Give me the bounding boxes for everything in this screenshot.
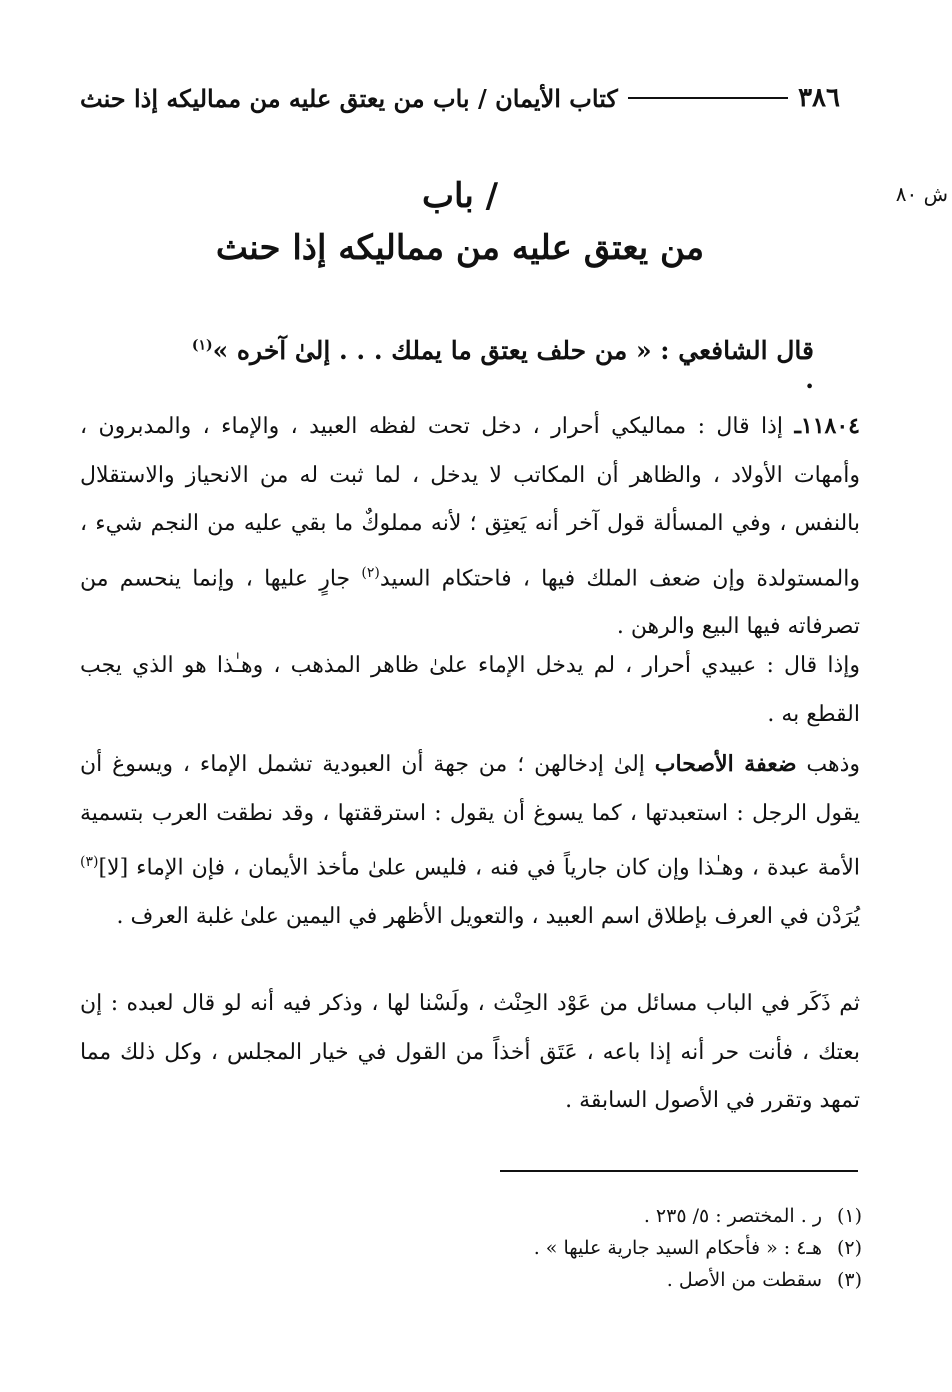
- margin-note: ش ٨٠: [895, 182, 948, 206]
- paragraph-3-text-a: وذهب: [796, 752, 860, 777]
- footnotes: [400, 1200, 862, 1296]
- footnote-item: [400, 1200, 862, 1232]
- paragraph-1-text-a: إذا قال : مماليكي أحرار ، دخل تحت لفظه العبيد ، والإماء ، والمدبرون ، وأمهات الأولاد ، والظاهر أن المكاتب لا يدخل ، لما ثبت له من الانحياز والاستقلال بالنفس ، وفي المسألة قول آخر أنه يَعتِق ؛ لأنه مملوكٌ ما بقي عليه من النجم شيء ، والمستولدة وإن ضعف الملك فيها ، فاحتكام السيد: [80, 414, 861, 591]
- running-title: كتاب الأيمان / باب من يعتق عليه من مماليكه إذا حنث: [80, 83, 618, 113]
- intro-tail: .: [805, 365, 814, 394]
- footnote-ref-3: (٣): [80, 854, 99, 870]
- paragraph-3-bold-term: ضعفة الأصحاب: [654, 751, 797, 777]
- paragraph-number: ١١٨٠٤ـ: [794, 413, 860, 439]
- chapter-title-line1: / باب: [421, 176, 499, 216]
- footnote-number: (٣): [836, 1269, 862, 1291]
- footnote-text: ر . المختصر : ٥/ ٢٣٥ .: [643, 1205, 822, 1227]
- paragraph-1: [80, 402, 860, 652]
- paragraph-1-text-b: جارٍ عليها ، وإنما ينحسم من تصرفاته فيها البيع والرهن .: [80, 565, 860, 640]
- footnote-text: هـ٤ : « فأحكام السيد جارية عليها » .: [533, 1237, 822, 1259]
- paragraph-2: وإذا قال : عبيدي أحرار ، لم يدخل الإماء علىٰ ظاهر المذهب ، وهـٰذا هو الذي يجب القطع به .: [80, 653, 860, 727]
- running-head: [80, 78, 840, 118]
- footnote-rule: [500, 1170, 858, 1172]
- page-number: ٣٨٦: [798, 83, 840, 113]
- paragraph-3-text-c: يُرَدْن في العرف بإطلاق اسم العبيد ، والتعويل الأظهر في اليمين علىٰ غلبة العرف .: [116, 903, 860, 929]
- paragraph-4: ثم ذَكَر في الباب مسائل من عَوْد الحِنْث ، ولَسْنا لها ، وذكر فيه أنه لو قال لعبده : إن بعتك ، فأنت حر أنه إذا باعه ، عَتَق أخذاً من القول في خيار المجلس ، وكل ذلك مما تمهد وتقرر في الأصول السابقة .: [80, 991, 860, 1113]
- footnote-number: (٢): [836, 1237, 862, 1259]
- footnote-number: (١): [836, 1205, 862, 1227]
- footnote-ref-2: (٢): [361, 564, 380, 581]
- footnote-ref-1: (١): [191, 337, 213, 354]
- intro-quote: [180, 336, 814, 394]
- paragraph-3: [80, 740, 860, 941]
- intro-text: قال الشافعي : « من حلف يعتق ما يملك . . . إلىٰ آخره »: [212, 336, 814, 365]
- chapter-title-line2: من يعتق عليه من مماليكه إذا حنث: [215, 228, 705, 268]
- footnote-item: [400, 1264, 862, 1296]
- footnote-text: سقطت من الأصل .: [666, 1269, 822, 1291]
- header-rule: [628, 97, 788, 99]
- paragraph-3-text-b: إلىٰ إدخالهن ؛ من جهة أن العبودية تشمل الإماء ، ويسوغ أن يقول الرجل : استعبدتها ، كما يسوغ أن يقول : استرققتها ، وقد نطقت العرب بتسمية الأمة عبدة ، وهـٰذا وإن كان جارياً في فنه ، فليس علىٰ مأخذ الأيمان ، فإن الإماء [لا]: [80, 752, 860, 881]
- footnote-item: [400, 1232, 862, 1264]
